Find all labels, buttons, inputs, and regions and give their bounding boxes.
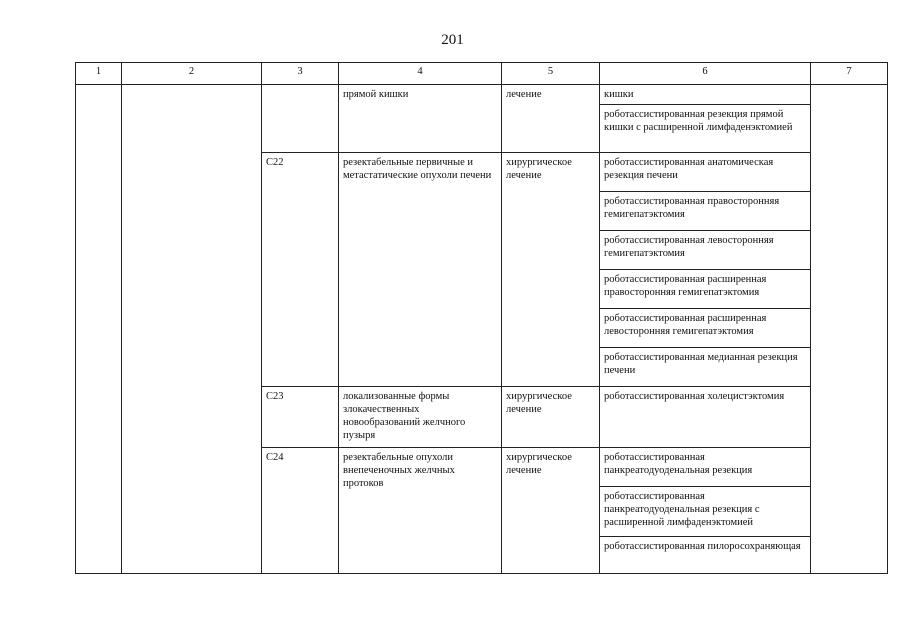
method-cell: роботассистированная расширенная правосторонняя гемигепатэктомия — [600, 270, 811, 309]
method-cell: роботассистированная холецистэктомия — [600, 387, 811, 448]
method-cell: роботассистированная анатомическая резекция печени — [600, 153, 811, 192]
code-cell: С22 — [262, 153, 339, 387]
method-cell: роботассистированная медианная резекция печени — [600, 348, 811, 387]
treatment-cell: хирургическое лечение — [502, 153, 600, 387]
treatment-cell: хирургическое лечение — [502, 448, 600, 574]
treatment-cell: лечение — [502, 85, 600, 153]
treatment-cell: хирургическое лечение — [502, 387, 600, 448]
method-cell: роботассистированная правосторонняя гемигепатэктомия — [600, 192, 811, 231]
method-cell: роботассистированная расширенная левосторонняя гемигепатэктомия — [600, 309, 811, 348]
method-cell: роботассистированная панкреатодуоденальная резекция — [600, 448, 811, 487]
method-cell: роботассистированная панкреатодуоденальная резекция с расширенной лимфаденэктомией — [600, 487, 811, 537]
col1-cell — [76, 85, 122, 574]
method-cell: роботассистированная резекция прямой кишки с расширенной лимфаденэктомией — [600, 105, 811, 153]
diagnosis-cell: прямой кишки — [339, 85, 502, 153]
column-header: 2 — [122, 63, 262, 85]
column-header: 4 — [339, 63, 502, 85]
medical-procedures-table — [75, 62, 888, 574]
method-cell: кишки — [600, 85, 811, 105]
header-row — [76, 63, 888, 85]
diagnosis-cell: локализованные формы злокачественных новообразований желчного пузыря — [339, 387, 502, 448]
code-cell: С23 — [262, 387, 339, 448]
column-header: 3 — [262, 63, 339, 85]
column-header: 7 — [811, 63, 888, 85]
column-header: 6 — [600, 63, 811, 85]
column-header: 5 — [502, 63, 600, 85]
diagnosis-cell: резектабельные первичные и метастатические опухоли печени — [339, 153, 502, 387]
code-cell — [262, 85, 339, 153]
column-header: 1 — [76, 63, 122, 85]
page-number: 201 — [441, 32, 464, 48]
method-cell: роботассистированная левосторонняя гемигепатэктомия — [600, 231, 811, 270]
table-row — [76, 85, 888, 105]
diagnosis-cell: резектабельные опухоли внепеченочных желчных протоков — [339, 448, 502, 574]
method-cell: роботассистированная пилоросохраняющая — [600, 537, 811, 574]
code-cell: С24 — [262, 448, 339, 574]
col7-cell — [811, 85, 888, 574]
col2-cell — [122, 85, 262, 574]
